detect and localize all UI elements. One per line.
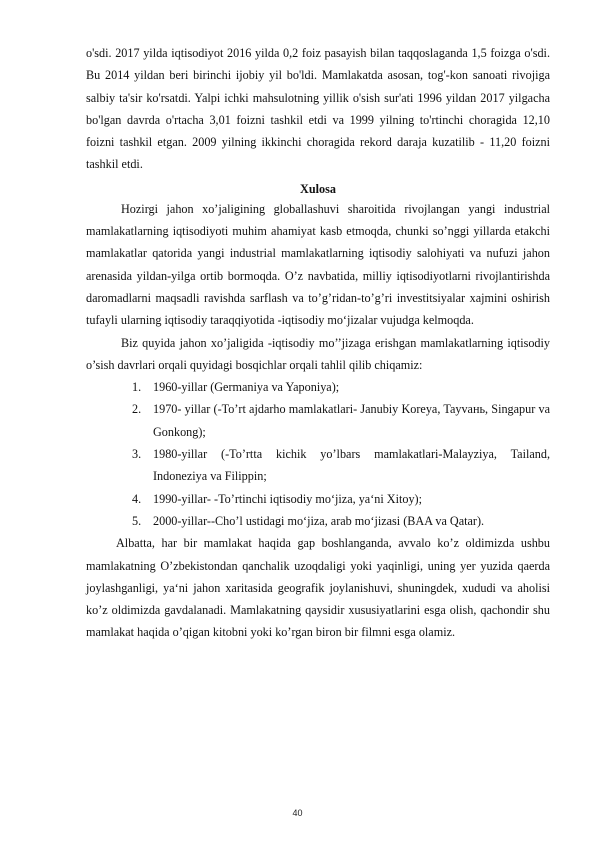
conclusion-paragraph-1: Hozirgi jahon xo’jaligining globallashuvi sharoitida rivojlangan yangi industrial mamlakatlarning iqtisodiyoti muhim ahamiyat kasb etmoqda, chunki so’nggi yillarda etakchi mamlakatlar qatorida yangi industrial mamlakatlarning iqtisodiy salohiyati va nufuzi jahon arenasida yildan-yilga ortib bormoqda. O’z navbatida, milliy iqtisodiyotlarni rivojlantirishda daromadlarni maqsadli ravishda sarflash va to’g’ridan-to’g’ri investitsiyalar xajmini oshirish tufayli ularning iqtisodiy taraqqiyotida -iqtisodiy mo‘jizalar vujudga kelmoqda. <box>86 201 550 328</box>
intro-paragraph: o'sdi. 2017 yilda iqtisodiyot 2016 yilda 0,2 foiz pasayish bilan taqqoslaganda 1,5 foizga o'sdi. Bu 2014 yildan beri birinchi ijobiy yil bo'ldi. Mamlakatda asosan, tog'-kon sanoati rivojiga salbiy ta'sir ko'rsatdi. Yalpi ichki mahsulotning yillik o'sish sur'ati 1996 yildan 2017 yilgacha bo'lgan davrda o'rtacha 3,01 foizni tashkil etdi va 1999 yilning to'rtinchi choragida 12,10 foizni tashkil etgan. 2009 yilning ikkinchi choragida rekord daraja kuzatilib - 11,20 foizni tashkil etdi. <box>86 46 550 172</box>
list-item-text: 1960-yillar (Germaniya va Yaponiya); <box>153 380 340 395</box>
page-number: 40 <box>292 808 303 818</box>
list-item <box>86 443 550 488</box>
list-item-text: 1990-yillar- -To’rtinchi iqtisodiy mo‘jiza, ya‘ni Xitoy); <box>153 491 422 506</box>
stages-list <box>86 376 550 532</box>
conclusion-paragraph-2: Biz quyida jahon xo’jaligida -iqtisodiy mo’’jizaga erishgan mamlakatlarning iqtisodiy o’sish davrlari orqali quyidagi bosqichlar orqali tahlil qilib chiqamiz: <box>86 335 550 372</box>
document-page <box>86 42 550 644</box>
conclusion-paragraph-3: Albatta, har bir mamlakat haqida gap boshlanganda, avvalo ko’z oldimizda ushbu mamlakatning O’zbekistondan qanchalik uzoqdaligi yoki yaqinligi, uning yer yuzida qaerda joylashganligi, ya‘ni jahon xaritasida geografik joylanishuvi, shuningdek, xududi va aholisi ko’z oldimizda gavdalanadi. Mamlakatning qaysidir xususiyatlarini esga olish, qachondir shu mamlakat haqida o’qigan kitobni yoki ko’rgan biron bir filmni esga olamiz. <box>86 536 550 640</box>
list-item-text: 1980-yillar (-To’rtta kichik yo’lbars mamlakatlari-Malayziya, Tailand, Indoneziya va Filippin; <box>153 447 550 484</box>
list-item <box>86 510 550 532</box>
list-item-number: 4. <box>132 491 142 506</box>
section-title: Xulosa <box>300 181 336 196</box>
list-item-text: 2000-yillar--Cho’l ustidagi mo‘jiza, arab mo‘jizasi (BAA va Qatar). <box>153 513 485 528</box>
list-item-text: 1970- yillar (-To’rt ajdarho mamlakatlari- Janubiy Koreya, Tayvaнь, Singapur va Gonkong); <box>153 402 550 439</box>
list-item-number: 3. <box>132 447 142 462</box>
list-item <box>86 488 550 510</box>
list-item-number: 5. <box>132 513 142 528</box>
list-item <box>86 376 550 398</box>
list-item-number: 2. <box>132 402 142 417</box>
list-item <box>86 398 550 443</box>
list-item-number: 1. <box>132 380 142 395</box>
